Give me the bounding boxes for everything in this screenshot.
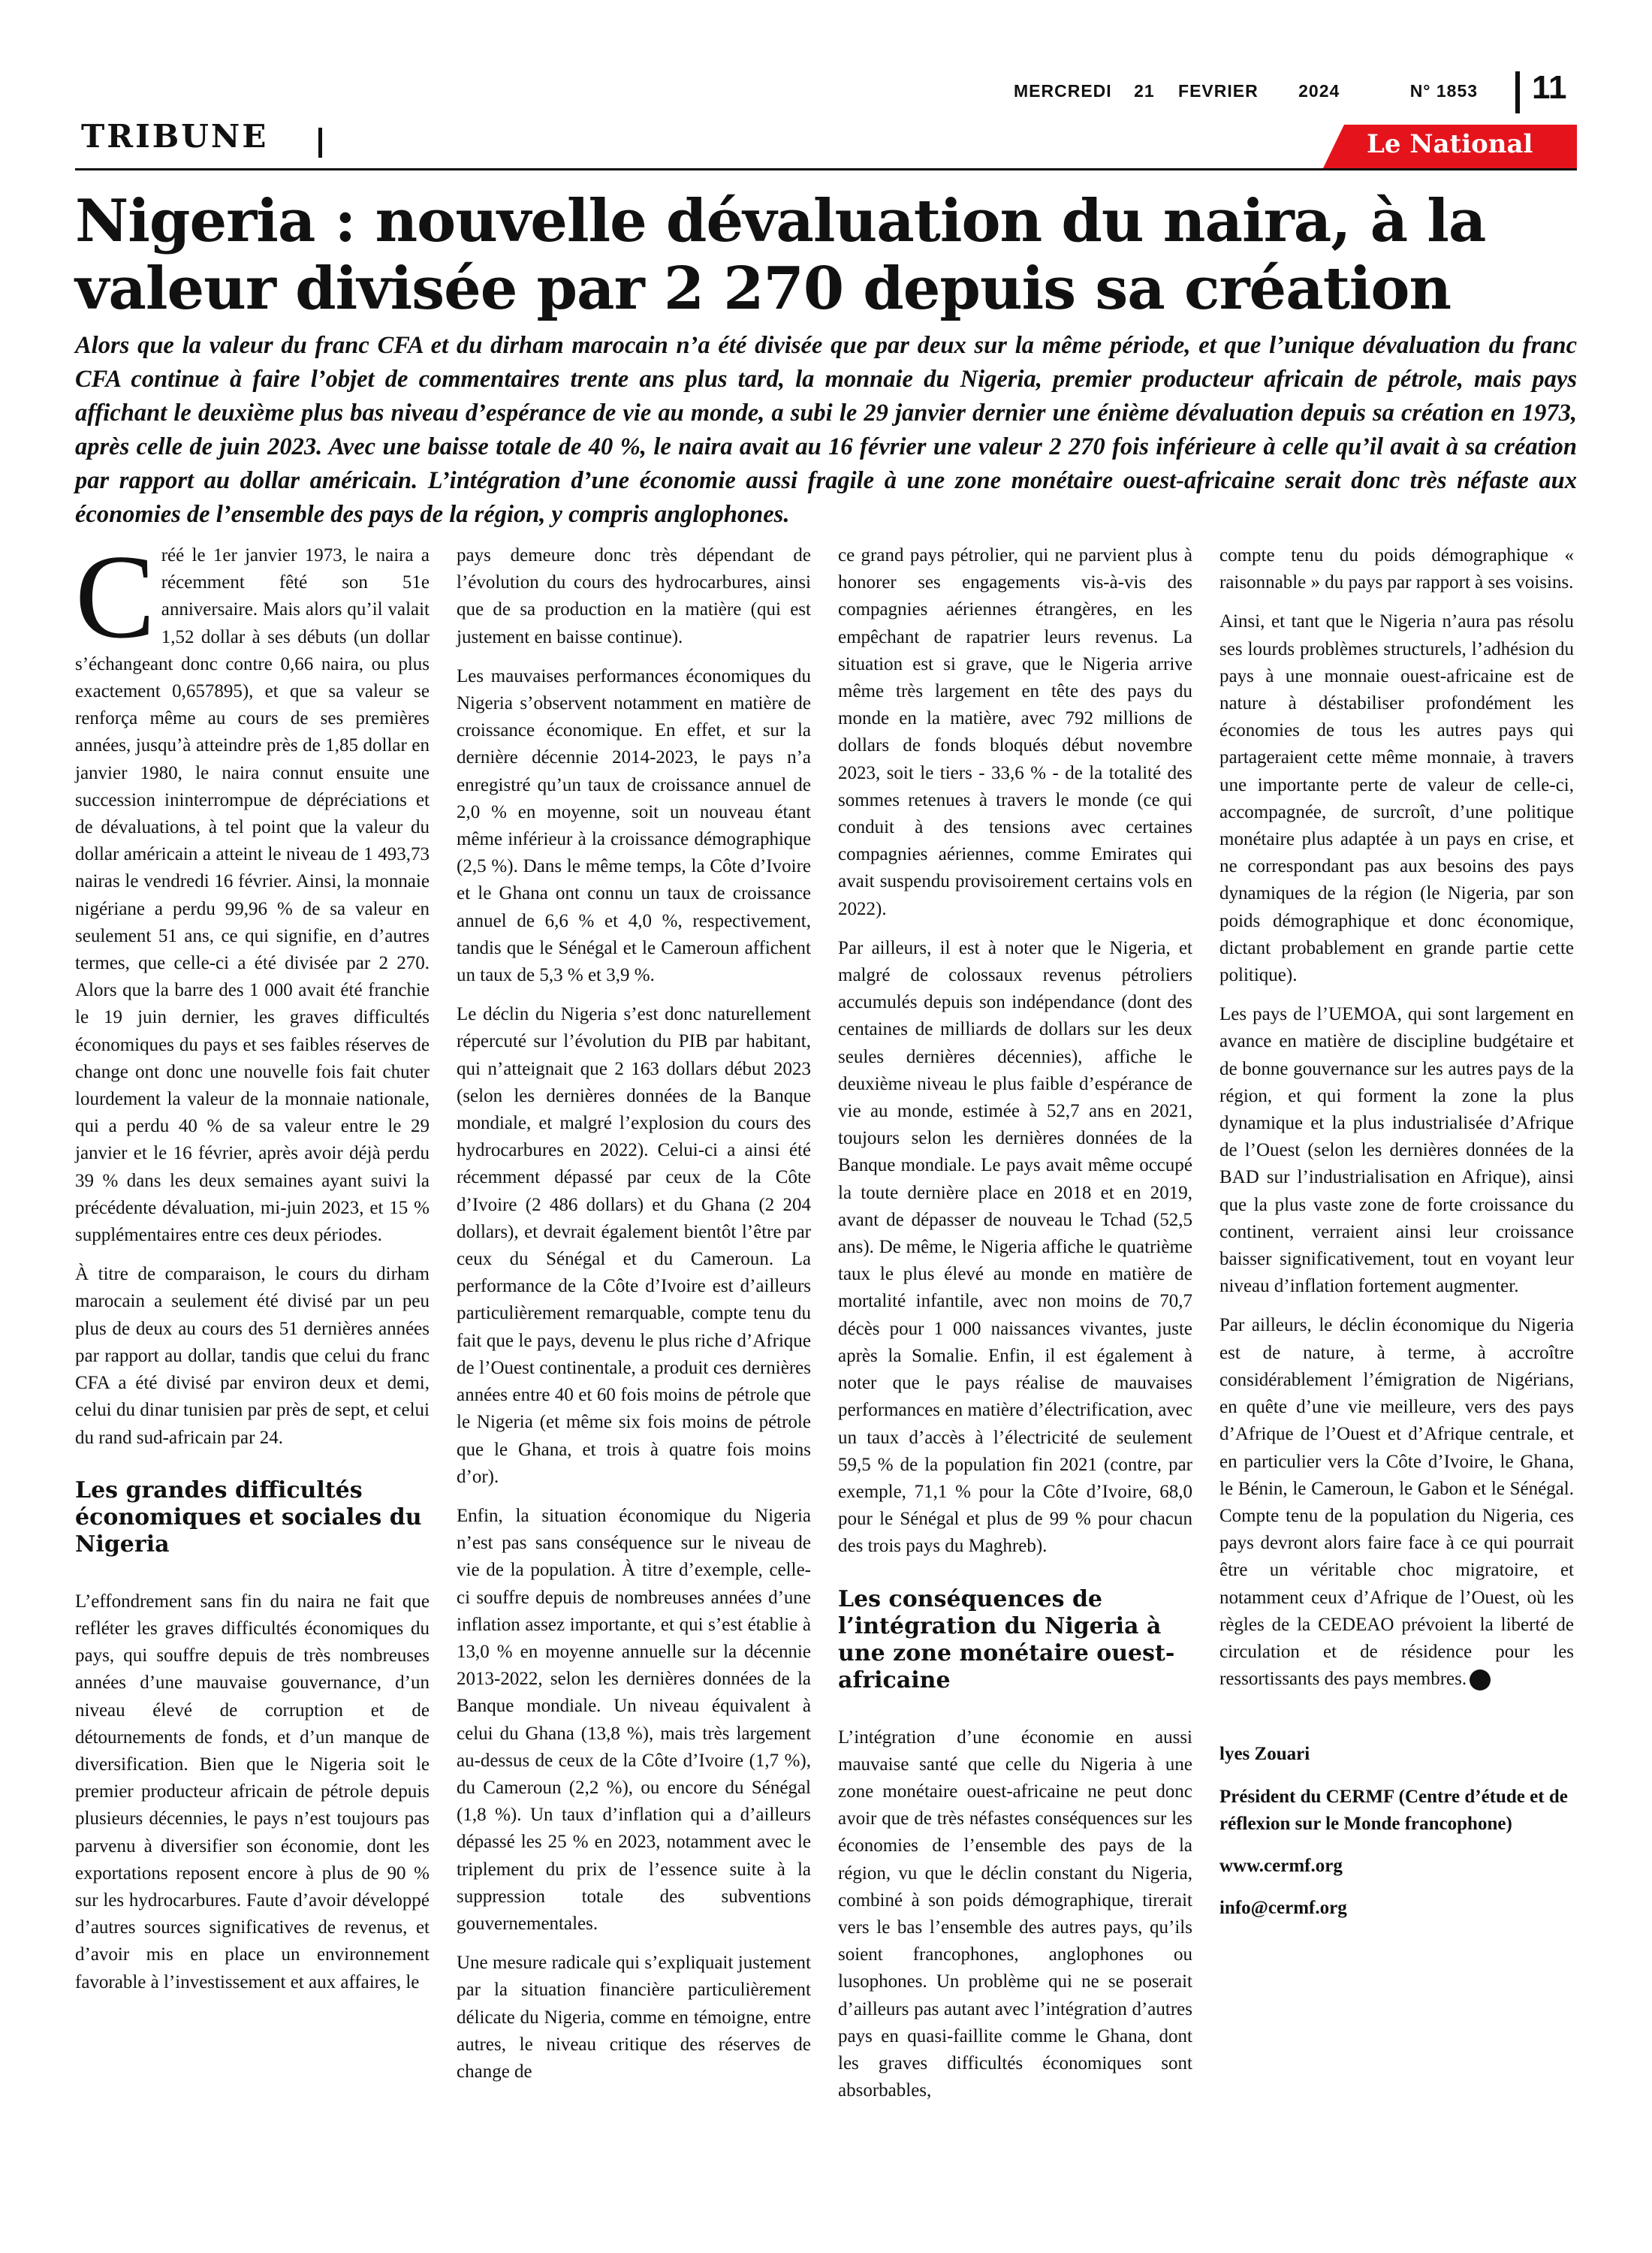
column-3 [838,542,1192,2116]
column-1 [75,529,430,2008]
author-name: lyes Zouari [1219,1744,1310,1765]
section-rubric: TRIBUNE [81,118,269,155]
page-number: 11 [1532,69,1567,106]
paragraph: compte tenu du poids démographique « raisonnable » du pays par rapport à ses voisins. [1219,545,1574,593]
column-2 [457,542,811,2098]
date-year: 2024 [1298,81,1340,101]
paragraph: ce grand pays pétrolier, qui ne parvient plus à honorer ses engagements vis-à-vis des compagnies aériennes étrangères, en les empêchant de rapatrier leurs revenus. La situation est si grave, que le Nigeria arrive même très largement en tête des pays du monde en la matière, avec 792 millions de dollars de fonds bloqués début novembre 2023, soit le tiers - 33,6 % - de la totalité des sommes retenues à travers le monde (ce qui conduit à des tensions avec certaines compagnies aériennes, comme Emirates qui avait suspendu provisoirement certains vols en 2022). [838,545,1192,919]
paragraph: Le déclin du Nigeria s’est donc naturellement répercuté sur l’évolution du PIB par habitant, qui n’atteignait que 2 163 dollars début 2023 (selon les dernières données de la Banque mondiale, et malgré l’explosion du cours des hydrocarbures en 2022). Celui-ci a ainsi été récemment dépassé par ceux de la Côte d’Ivoire (2 486 dollars) et du Ghana (2 204 dollars), et devrait également bientôt l’être par ceux du Sénégal et du Cameroun. La performance de la Côte d’Ivoire est d’ailleurs particulièrement remarquable, compte tenu du fait que le pays, devenu le plus riche d’Afrique de l’Ouest continentale, a produit ces dernières années entre 40 et 60 fois moins de pétrole que le Nigeria (et même six fois moins de pétrole que le Ghana, et trois à quatre fois moins d’or). [457,1004,811,1487]
article-title: Nigeria : nouvelle dévaluation du naira, à la valeur divisée par 2 270 depuis sa création [75,187,1486,323]
drop-cap: C [75,529,155,663]
article-lead: Alors que la valeur du franc CFA et du dirham marocain n’a été divisée que par deux sur la même période, et que l’unique dévaluation du franc CFA continue à faire l’objet de commentaires trente ans plus tard, la monnaie du Nigeria, premier producteur africain de pétrole, mais pays affichant le deuxième plus bas niveau d’espérance de vie au monde, a subi le 29 janvier dernier une énième dévaluation depuis sa création en 1973, après celle de juin 2023. Avec une baisse totale de 40 %, le naira avait au 16 février une valeur 2 270 fois inférieure à celle qu’il avait à sa création par rapport au dollar américain. L’intégration d’une économie aussi fragile à une zone monétaire ouest-africaine serait donc très néfaste aux économies de l’ensemble des pays de la région, y compris anglophones. [75,332,1577,528]
date-weekday: MERCREDI [1014,81,1112,101]
paragraph: pays demeure donc très dépendant de l’évolution du cours des hydrocarbures, ainsi que de sa production en la matière (qui est justement en baisse continue). [457,545,811,647]
paragraph [1219,1312,1574,1693]
date-day: 21 [1134,81,1155,101]
page-number-divider [1515,71,1520,113]
header-rule [75,168,1577,170]
subheading: Les conséquences de l’intégration du Nigeria à une zone monétaire ouest-africaine [838,1585,1175,1694]
paragraph: Les mauvaises performances économiques du Nigeria s’observent notamment en matière de croissance économique. En effet, et sur la dernière décennie 2014-2023, le pays n’a enregistré qu’un taux de croissance annuel de 2,0 % en moyenne, soit un nouveau étant même inférieur à la croissance démographique (2,5 %). Dans le même temps, la Côte d’Ivoire et le Ghana ont connu un taux de croissance annuel de 6,6 % et 4,0 %, respectivement, tandis que le Sénégal et le Cameroun affichent un taux de 5,3 % et 3,9 %. [457,665,811,986]
paragraph-text: réé le 1er janvier 1973, le naira a récemment fêté son 51e anniversaire. Mais alors qu’il valait 1,52 dollar à ses débuts (un dollar s’échangeant donc contre 0,66 naira, ou plus exactement 0,657895), et que sa valeur se renforça même au cours de ses premières années, jusqu’à atteindre près de 1,85 dollar en janvier 1980, le naira connut ensuite une succession ininterrompue de dépréciations et de dévaluations, à tel point que la valeur du dollar américain a atteint le niveau de 1 493,73 nairas le vendredi 16 février. Ainsi, la monnaie nigériane a perdu 99,96 % de sa valeur en seulement 51 ans, ce qui signifie, en d’autres termes, que celle-ci a été divisée par 2 270. Alors que la barre des 1 000 avait été franchie le 19 juin dernier, les graves difficultés économiques du pays et ses faibles réserves de change ont donc une nouvelle fois fait chuter lourdement la valeur de la monnaie nationale, qui a perdu 40 % de sa valeur entre le 29 janvier et le 16 février, après avoir déjà perdu 39 % dans les deux semaines ayant suivi la précédente dévaluation, mi-juin 2023, et 15 % supplémentaires entre ces deux périodes. [75,545,430,1246]
paragraph: À titre de comparaison, le cours du dirham marocain a seulement été divisé par un peu plus de deux au cours des 51 dernières années par rapport au dollar, tandis que celui du franc CFA a été divisé par environ deux et demi, celui du dinar tunisien par près de sept, et celui du rand sud-africain par 24. [75,1264,430,1448]
paragraph [75,529,430,1249]
subheading: Les grandes difficultés économiques et sociales du Nigeria [75,1476,422,1558]
paragraph: Ainsi, et tant que le Nigeria n’aura pas résolu ses lourds problèmes structurels, l’adhésion du pays à une monnaie ouest-africaine est de nature à déstabiliser profondément les économies de tous les autres pays qui partageraient cette même monnaie, à travers une importante perte de valeur de celle-ci, accompagnée, de surcroît, d’une politique monétaire plus adaptée à un pays en crise, et ne correspondant pas aux besoins des pays dynamiques de la région (le Nigeria, par son poids démographique et donc économique, dictant probablement en grande partie cette politique). [1219,611,1574,986]
article-body [75,529,1577,2247]
paragraph: Par ailleurs, il est à noter que le Nigeria, et malgré de colossaux revenus pétroliers accumulés depuis son indépendance (dont des centaines de milliards de dollars sur les deux seules dernières décennies), affiche le deuxième niveau le plus faible d’espérance de vie au monde, estimée à 52,7 ans en 2021, toujours selon les dernières données de la Banque mondiale. Le pays avait même occupé la toute dernière place en 2018 et en 2019, avant de dépasser de nouveau le Tchad (52,5 ans). De même, le Nigeria affiche le quatrième taux le plus élevé au monde en matière de mortalité infantile, avec non moins de 70,7 décès pour 1 000 naissances vivantes, juste après la Somalie. Enfin, il est également à noter que le pays réalise de mauvaises performances en matière d’électrification, avec un taux d’accès à l’électricité de seulement 59,5 % de la population fin 2021 (contre, par exemple, 71,1 % pour la Côte d’Ivoire, 68,0 pour le Sénégal et plus de 99 % pour chacun des trois pays du Maghreb). [838,937,1192,1557]
newspaper-brand: Le National [1367,129,1533,159]
paragraph: Une mesure radicale qui s’expliquait justement par la situation financière particulièrement délicate du Nigeria, comme en témoigne, entre autres, le niveau critique des réserves de change de [457,1953,811,2082]
date-line [1014,81,1478,101]
date-month: FEVRIER [1178,81,1259,101]
brand-band-tip [1323,125,1344,168]
paragraph: L’effondrement sans fin du naira ne fait que refléter les graves difficultés économiques du pays, qui souffre depuis de très nombreuses années d’une mauvaise gouvernance, d’un niveau élevé de corruption et de détournements de fonds, et d’un manque de diversification. Bien que le Nigeria soit le premier producteur africain de pétrole depuis plusieurs décennies, le pays n’est toujours pas parvenu à diversifier son économie, dont les exportations reposent encore à plus de 90 % sur les hydrocarbures. Faute d’avoir développé d’autres sources significatives de revenus, et d’avoir mis en place un environnement favorable à l’investissement et aux affaires, le [75,1591,430,1992]
issue-number: N° 1853 [1409,81,1479,101]
paragraph-text: Par ailleurs, le déclin économique du Nigeria est de nature, à terme, à accroître considérablement l’émigration de Nigérians, en quête d’une vie meilleure, vers des pays d’Afrique de l’Ouest et d’Afrique centrale, et en particulier vers la Côte d’Ivoire, le Ghana, le Bénin, le Cameroun, le Gabon et le Sénégal. Compte tenu de la population du Nigeria, ces pays devront alors faire face à ce qui pourrait être un véritable choc migratoire, et notamment ceux d’Afrique de l’Ouest, où les règles de la CEDEAO prévoient la liberté de circulation et de résidence pour les ressortissants des pays membres. [1219,1315,1574,1690]
end-of-article-icon [1470,1669,1491,1691]
paragraph: L’intégration d’une économie en aussi mauvaise santé que celle du Nigeria à une zone monétaire ouest-africaine ne peut donc avoir que de très néfastes conséquences sur les économies de l’ensemble des pays de la région, vu que le déclin constant du Nigeria, combiné à son poids démographique, tirerait vers le bas l’ensemble des autres pays, qu’ils soient francophones, anglophones ou lusophones. Un problème qui ne se poserait d’ailleurs pas autant avec l’intégration d’autres pays en quasi-faillite comme le Ghana, dont les graves difficultés économiques sont absorbables, [838,1727,1192,2101]
rubric-divider [318,128,322,158]
column-4 [1219,542,1574,1934]
author-role: Président du CERMF (Centre d’étude et de réflexion sur le Monde francophone) [1219,1786,1568,1834]
paragraph: Enfin, la situation économique du Nigeria n’est pas sans conséquence sur le niveau de vie de la population. À titre d’exemple, celle-ci souffre depuis de nombreuses années d’une inflation assez importante, et qui s’est établie à 13,0 % en moyenne annuelle sur la décennie 2013-2022, selon les dernières données de la Banque mondiale. Un niveau équivalent à celui du Ghana (13,8 %), mais très largement au-dessus de ceux de la Côte d’Ivoire (1,7 %), du Cameroun (2,2 %), ou encore du Sénégal (1,8 %). Un taux d’inflation qui a d’ailleurs dépassé les 25 % en 2023, notamment avec le triplement du prix de l’essence suite à la suppression totale des subventions gouvernementales. [457,1505,811,1934]
email-link[interactable]: info@cermf.org [1219,1898,1347,1919]
paragraph: Les pays de l’UEMOA, qui sont largement en avance en matière de discipline budgétaire et de bonne gouvernance sur les autres pays de la région, et qui forment la zone la plus dynamique et la plus industrialisée d’Afrique de l’Ouest (selon les dernières données de la BAD sur l’industrialisation en Afrique), ainsi que la plus vaste zone de forte croissance du continent, verraient ainsi leur croissance baisser significativement, tout en voyant leur niveau d’inflation fortement augmenter. [1219,1004,1574,1297]
website-link[interactable]: www.cermf.org [1219,1855,1343,1876]
